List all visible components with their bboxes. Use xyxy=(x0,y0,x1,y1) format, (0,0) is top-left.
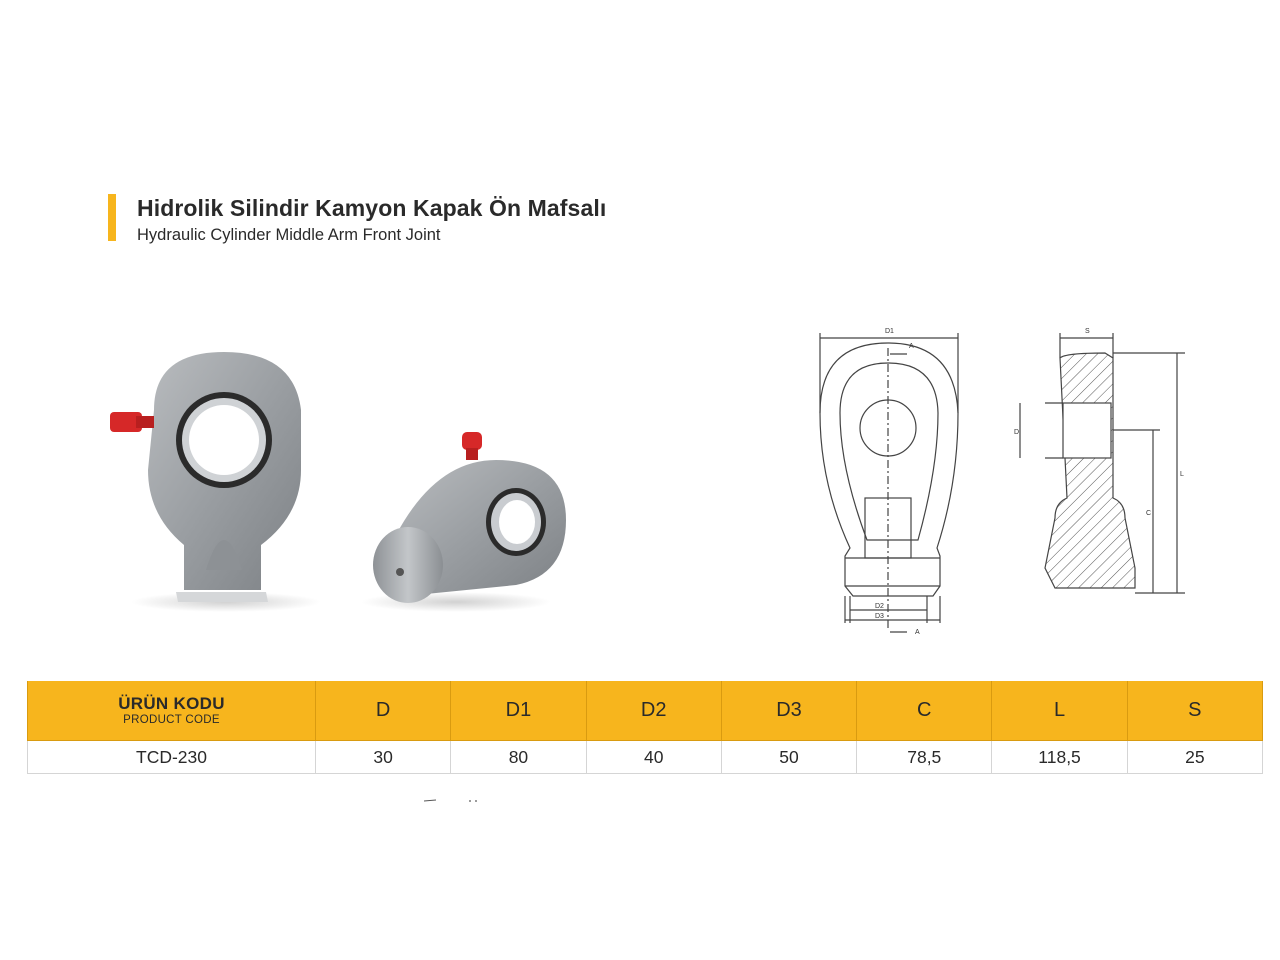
product-photo xyxy=(96,340,596,620)
stray-mark xyxy=(424,799,484,803)
technical-drawing xyxy=(805,318,1205,648)
cell-product-code: TCD-230 xyxy=(28,741,316,774)
drawing-label-d1: D1 xyxy=(885,328,894,335)
drawing-label-a-bottom: A xyxy=(915,629,920,636)
drawing-label-a-top: A xyxy=(909,343,914,350)
drawing-label-d2: D2 xyxy=(875,603,884,610)
header-d2: D2 xyxy=(586,681,721,741)
cell-d2: 40 xyxy=(586,741,721,774)
header-product-code-en: PRODUCT CODE xyxy=(123,713,220,726)
cell-s: 25 xyxy=(1127,741,1262,774)
joint-angled-image xyxy=(361,432,566,612)
page-subtitle: Hydraulic Cylinder Middle Arm Front Joint xyxy=(137,226,441,244)
drawing-label-c: C xyxy=(1146,510,1152,517)
header-l: L xyxy=(992,681,1127,741)
title-accent-bar xyxy=(108,194,116,241)
page-title: Hidrolik Silindir Kamyon Kapak Ön Mafsalı xyxy=(137,195,607,221)
spec-table xyxy=(27,681,1263,774)
header-d: D xyxy=(316,681,451,741)
cell-l: 118,5 xyxy=(992,741,1127,774)
header-d1: D1 xyxy=(451,681,586,741)
header-c: C xyxy=(857,681,992,741)
table-row xyxy=(28,741,1263,774)
spec-table-header-row xyxy=(28,681,1263,741)
cell-d1: 80 xyxy=(451,741,586,774)
joint-front-image xyxy=(110,352,321,612)
drawing-label-l: L xyxy=(1180,471,1184,478)
drawing-label-d: D xyxy=(1014,429,1020,436)
cell-d3: 50 xyxy=(721,741,856,774)
drawing-label-d3: D3 xyxy=(875,613,884,620)
header-product-code xyxy=(28,681,316,741)
cell-c: 78,5 xyxy=(857,741,992,774)
drawing-label-s: S xyxy=(1085,328,1090,335)
header-s: S xyxy=(1127,681,1262,741)
header-d3: D3 xyxy=(721,681,856,741)
header-product-code-tr: ÜRÜN KODU xyxy=(118,693,225,713)
cell-d: 30 xyxy=(316,741,451,774)
